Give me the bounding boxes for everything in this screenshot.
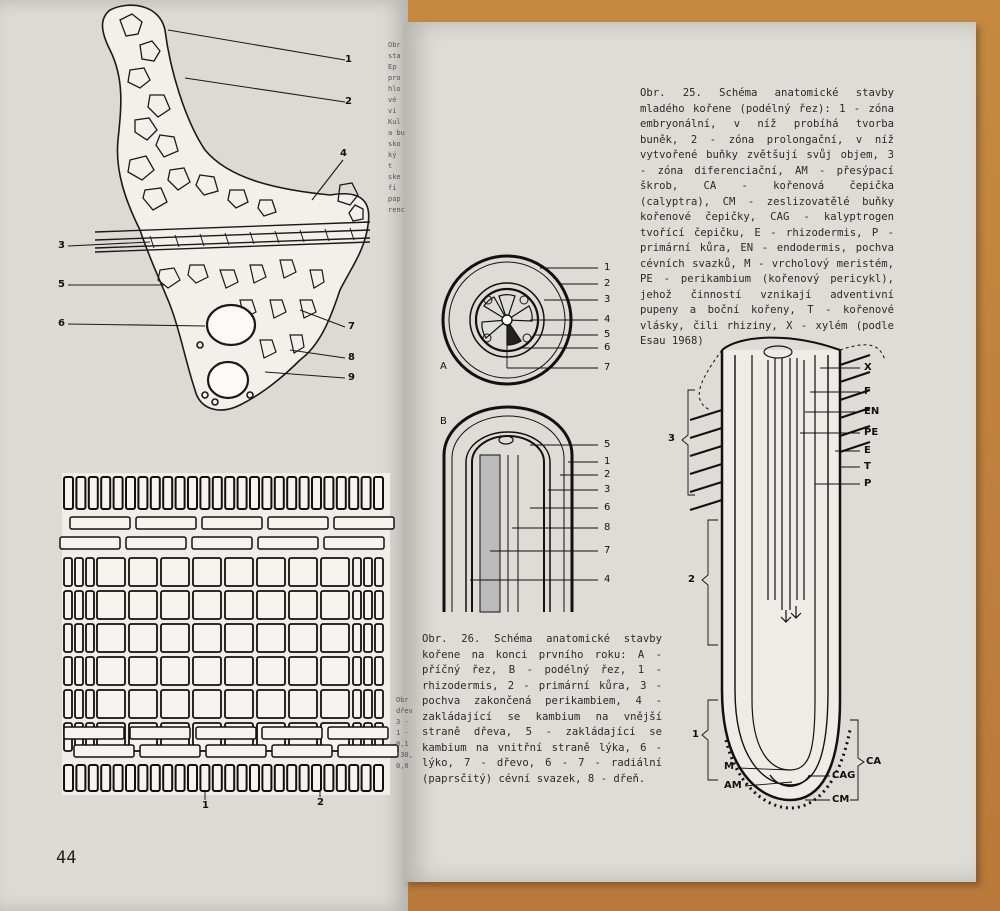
fig26B-label: 3 <box>604 484 611 495</box>
margin-strip-fragment: ví <box>388 107 397 115</box>
fig26A-label: 5 <box>604 329 611 340</box>
margin-strip-fragment: hlo <box>388 85 401 93</box>
margin-strip-fragment: dřev <box>396 707 413 715</box>
tissue-label-8: 8 <box>348 352 355 363</box>
left-margin-strip-2 <box>396 695 413 772</box>
fig26B-label: 2 <box>604 469 611 480</box>
fig25-zone-1-label: 1 <box>692 729 699 740</box>
fig25-zone-3-label: 3 <box>668 433 675 444</box>
fig26A-label: 1 <box>604 262 611 273</box>
fig25-label-ca: CA <box>866 756 882 767</box>
figure-26-caption: Obr. 26. Schéma anatomické stavby kořene na konci prvního roku: A - příčný řez, B - podélný řez, 1 - rhizodermis, 2 - primární kůra, 3 - pochva zakončená perikambiem, 4 - zakládající se kambium na vnější straně dřeva, 5 - zakládající se kambium na vnitřní straně lýka, 6 - lýko, 7 - dřevo, 6 - 7 - radiální (paprsčitý) cévní svazek, 8 - dřeň. <box>422 633 662 785</box>
wood-label-2: 2 <box>317 797 324 808</box>
fig25-root-drawing <box>690 338 885 808</box>
fig26B-label: 5 <box>604 439 611 450</box>
fig25-label-t: T <box>864 461 871 472</box>
tissue-label-2: 2 <box>345 96 352 107</box>
wood-label-1: 1 <box>202 800 209 811</box>
margin-strip-fragment: 1 - <box>396 729 409 737</box>
tissue-label-6: 6 <box>58 318 65 329</box>
fig26B-label: 4 <box>604 574 611 585</box>
margin-strip-fragment: sta <box>388 52 401 60</box>
left-margin-strip <box>388 40 405 216</box>
fig25-zone-2-label: 2 <box>688 574 695 585</box>
fig26B-label: 6 <box>604 502 611 513</box>
margin-strip-fragment: a bu <box>388 129 405 137</box>
fig26B-label: 8 <box>604 522 611 533</box>
tissue-label-3: 3 <box>58 240 65 251</box>
fig26B-label: 7 <box>604 545 611 556</box>
fig25-label-pe: PE <box>864 427 879 438</box>
margin-strip-fragment: pap <box>388 195 401 203</box>
margin-strip-fragment: Obr <box>396 696 409 704</box>
fig26A-label: 4 <box>604 314 611 325</box>
fig25-label-am: AM <box>724 780 742 791</box>
fig25-label-x: X <box>864 362 872 373</box>
tissue-label-5: 5 <box>58 279 65 290</box>
margin-strip-fragment: t <box>388 162 393 170</box>
fig26A-label: 7 <box>604 362 611 373</box>
fig25-label-cm: CM <box>832 794 850 805</box>
tissue-label-1: 1 <box>345 54 352 65</box>
margin-strip-fragment: vé <box>388 96 397 104</box>
margin-strip-fragment: Ep <box>388 63 397 71</box>
fig26-letter-a: A <box>440 361 447 372</box>
margin-strip-fragment: sko <box>388 140 401 148</box>
tissue-label-7: 7 <box>348 321 355 332</box>
margin-strip-fragment: 0,0 <box>396 762 409 770</box>
fig25-label-m: M <box>724 761 734 772</box>
tissue-label-9: 9 <box>348 372 355 383</box>
fig26-letter-b: B <box>440 416 447 427</box>
margin-strip-fragment: pro <box>388 74 401 82</box>
margin-strip-fragment: (30, <box>396 751 413 759</box>
tissue-label-4: 4 <box>340 148 347 159</box>
margin-strip-fragment: ký <box>388 151 397 159</box>
margin-strip-fragment: 0,1 <box>396 740 409 748</box>
margin-strip-fragment: ske <box>388 173 401 181</box>
margin-strip-fragment: fi <box>388 184 397 192</box>
page-number: 44 <box>56 848 77 868</box>
margin-strip-fragment: Kul <box>388 118 401 126</box>
fig26-longitudinal-section <box>444 407 572 612</box>
fig25-label-cag: CAG <box>832 770 856 781</box>
margin-strip-fragment: 3 - <box>396 718 409 726</box>
fig25-label-f: F <box>864 386 871 397</box>
fig25-label-en: EN <box>864 406 880 417</box>
fig25-label-e: E <box>864 445 871 456</box>
margin-strip-fragment: renc <box>388 206 405 214</box>
fig26A-label: 3 <box>604 294 611 305</box>
fig26B-label: 1 <box>604 456 611 467</box>
figure-25-caption: Obr. 25. Schéma anatomické stavby mladého kořene (podélný řez): 1 - zóna embryonální, v níž probíhá tvorba buněk, 2 - zóna prolongační, v níž vytvořené buňky zvětšují svůj objem, 3 - zóna diferenciační, AM - přesýpací škrob, CA - kořenová čepička (calyptra), CM - zeslizovatělé buňky kořenové čepičky, CAG - kalyptrogen tvořící čepičku, E - rhizodermis, P - primární kůra, EN - endodermis, pochva cévních svazků, M - vrcholový meristém, PE - perikambium (kořenový pericykl), jehož činností vznikají adventivní pupeny a boční kořeny, T - kořenové vlásky, čili rhiziny, X - xylém (podle Esau 1968) <box>640 87 894 347</box>
margin-strip-fragment: Obr <box>388 41 401 49</box>
fig26A-label: 6 <box>604 342 611 353</box>
fig26A-label: 2 <box>604 278 611 289</box>
fig25-label-p: P <box>864 478 872 489</box>
